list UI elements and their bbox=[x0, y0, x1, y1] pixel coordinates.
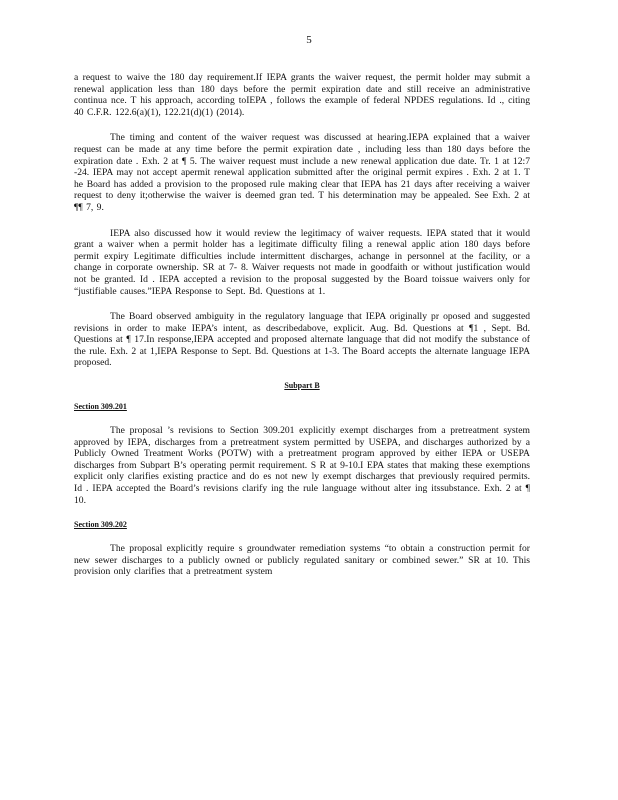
paragraph-waiver-legitimacy: IEPA also discussed how it would review the legitimacy of waiver requests. IEPA stated that it would grant a waiver when a permit holder has a legitimate difficulty filing a renewal applic ation 180 days before permit expiry Legitimate difficulties include intermittent discharges, achange in personnel at the facility, or a change in corporate ownership. SR at 7- 8. Waiver requests not made in goodfaith or without justification would not be granted. Id . IEPA accepted a revision to the proposal suggested by the Board toissue waivers only for “justifiable causes.”IEPA Response to Sept. Bd. Questions at 1. bbox=[74, 227, 530, 297]
document-body bbox=[74, 72, 530, 578]
section-309-202-heading: Section 309.202 bbox=[74, 520, 127, 530]
page-number: 5 bbox=[306, 34, 312, 46]
paragraph-board-ambiguity: The Board observed ambiguity in the regulatory language that IEPA originally pr oposed and suggested revisions in order to make IEPA’s intent, as describedabove, explicit. Aug. Bd. Questions at ¶1 , Sept. Bd. Questions at ¶ 17.In response,IEPA accepted and proposed alternate language that did not modify the substance of the rule. Exh. 2 at 1,IEPA Response to Sept. Bd. Questions at 1-3. The Board accepts the alternate language IEPA proposed. bbox=[74, 311, 530, 369]
section-309-202-text: The proposal explicitly require s groundwater remediation systems “to obtain a construction permit for new sewer discharges to a publicly owned or publicly regulated sanitary or combined sewer.” SR at 10. This provision only clarifies that a pretreatment system bbox=[74, 543, 530, 578]
subpart-heading: Subpart B bbox=[284, 381, 320, 391]
section-309-201-heading: Section 309.201 bbox=[74, 402, 127, 412]
paragraph-waiver-timing: The timing and content of the waiver request was discussed at hearing.IEPA explained that a waiver request can be made at any time before the permit expiration date , including less than 180 days before the expiration date . Exh. 2 at ¶ 5. The waiver request must include a new renewal application due date. Tr. 1 at 12:7 -24. IEPA may not accept apermit renewal application submitted after the original permit expires . Exh. 2 at 1. T he Board has added a provision to the proposed rule making clear that IEPA has 21 days after receiving a waiver request to deny it;otherwise the waiver is deemed gran ted. T his determination may be appealed. See Exh. 2 at ¶¶ 7, 9. bbox=[74, 132, 530, 213]
section-309-201-text: The proposal ’s revisions to Section 309.201 explicitly exempt discharges from a pretreatment system approved by IEPA, discharges from a pretreatment system permitted by USEPA, and discharges authorized by a Publicly Owned Treatment Works (POTW) with a pretreatment program approved by either IEPA or USEPA discharges from Subpart B’s operating permit requirement. S R at 9-10.I EPA states that making these exemptions explicit only clarifies existing practice and do es not new ly exempt discharges that previously required permits. Id . IEPA accepted the Board’s revisions clarify ing the rule language without alter ing itssubstance. Exh. 2 at ¶ 10. bbox=[74, 425, 530, 506]
paragraph-waiver-request: a request to waive the 180 day requirement.If IEPA grants the waiver request, the permit holder may submit a renewal application less than 180 days before the permit expiration date and still receive an administrative continua nce. T his approach, according toIEPA , follows the example of federal NPDES regulations. Id ., citing 40 C.F.R. 122.6(a)(1), 122.21(d)(1) (2014). bbox=[74, 72, 530, 118]
